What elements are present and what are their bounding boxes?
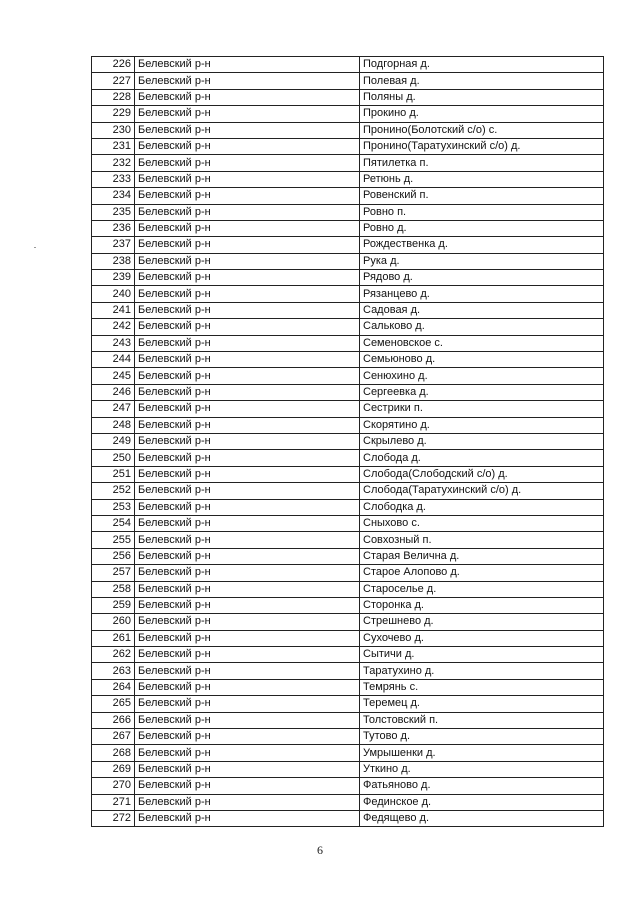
table-row xyxy=(92,220,604,236)
settlement-cell: Рядово д. xyxy=(360,270,604,286)
settlement-cell: Темрянь с. xyxy=(360,679,604,695)
settlement-cell: Подгорная д. xyxy=(360,57,604,73)
table-row xyxy=(92,73,604,89)
table-row xyxy=(92,794,604,810)
row-number-cell: 259 xyxy=(92,597,135,613)
district-cell: Белевский р-н xyxy=(135,106,360,122)
district-cell: Белевский р-н xyxy=(135,401,360,417)
table-row xyxy=(92,106,604,122)
row-number-cell: 263 xyxy=(92,663,135,679)
table-row xyxy=(92,368,604,384)
district-cell: Белевский р-н xyxy=(135,483,360,499)
table-row xyxy=(92,532,604,548)
district-cell: Белевский р-н xyxy=(135,778,360,794)
settlement-cell: Сторонка д. xyxy=(360,597,604,613)
settlement-cell: Семеновское с. xyxy=(360,335,604,351)
settlement-cell: Слобода(Таратухинский с/о) д. xyxy=(360,483,604,499)
table-row xyxy=(92,286,604,302)
settlement-cell: Ровно д. xyxy=(360,220,604,236)
row-number-cell: 231 xyxy=(92,138,135,154)
district-cell: Белевский р-н xyxy=(135,171,360,187)
district-cell: Белевский р-н xyxy=(135,352,360,368)
settlement-cell: Пятилетка п. xyxy=(360,155,604,171)
settlement-cell: Сныхово с. xyxy=(360,515,604,531)
district-cell: Белевский р-н xyxy=(135,548,360,564)
table-row xyxy=(92,663,604,679)
scan-speck xyxy=(34,247,36,248)
settlement-cell: Теремец д. xyxy=(360,696,604,712)
settlements-table xyxy=(91,56,604,827)
row-number-cell: 267 xyxy=(92,729,135,745)
row-number-cell: 255 xyxy=(92,532,135,548)
table-row xyxy=(92,335,604,351)
settlement-cell: Фатьяново д. xyxy=(360,778,604,794)
settlement-cell: Сытичи д. xyxy=(360,647,604,663)
district-cell: Белевский р-н xyxy=(135,286,360,302)
settlement-cell: Слобода д. xyxy=(360,450,604,466)
table-row xyxy=(92,138,604,154)
settlement-cell: Поляны д. xyxy=(360,89,604,105)
settlement-cell: Сергеевка д. xyxy=(360,384,604,400)
settlement-cell: Пронино(Таратухинский с/о) д. xyxy=(360,138,604,154)
settlement-cell: Пронино(Болотский с/о) с. xyxy=(360,122,604,138)
row-number-cell: 235 xyxy=(92,204,135,220)
district-cell: Белевский р-н xyxy=(135,663,360,679)
district-cell: Белевский р-н xyxy=(135,270,360,286)
row-number-cell: 253 xyxy=(92,499,135,515)
settlement-cell: Фединское д. xyxy=(360,794,604,810)
row-number-cell: 261 xyxy=(92,630,135,646)
row-number-cell: 262 xyxy=(92,647,135,663)
district-cell: Белевский р-н xyxy=(135,532,360,548)
district-cell: Белевский р-н xyxy=(135,138,360,154)
settlement-cell: Ровенский п. xyxy=(360,188,604,204)
row-number-cell: 249 xyxy=(92,433,135,449)
table-row xyxy=(92,466,604,482)
row-number-cell: 240 xyxy=(92,286,135,302)
table-row xyxy=(92,810,604,826)
district-cell: Белевский р-н xyxy=(135,450,360,466)
table-row xyxy=(92,302,604,318)
district-cell: Белевский р-н xyxy=(135,73,360,89)
settlement-cell: Сестрики п. xyxy=(360,401,604,417)
table-row xyxy=(92,696,604,712)
settlement-cell: Полевая д. xyxy=(360,73,604,89)
row-number-cell: 254 xyxy=(92,515,135,531)
district-cell: Белевский р-н xyxy=(135,499,360,515)
table-row xyxy=(92,352,604,368)
settlement-cell: Семьюново д. xyxy=(360,352,604,368)
district-cell: Белевский р-н xyxy=(135,696,360,712)
row-number-cell: 250 xyxy=(92,450,135,466)
district-cell: Белевский р-н xyxy=(135,417,360,433)
table-row xyxy=(92,433,604,449)
table-row xyxy=(92,450,604,466)
table-row xyxy=(92,204,604,220)
settlement-cell: Ретюнь д. xyxy=(360,171,604,187)
table-row xyxy=(92,761,604,777)
row-number-cell: 229 xyxy=(92,106,135,122)
settlement-cell: Скорятино д. xyxy=(360,417,604,433)
district-cell: Белевский р-н xyxy=(135,597,360,613)
row-number-cell: 238 xyxy=(92,253,135,269)
row-number-cell: 256 xyxy=(92,548,135,564)
row-number-cell: 237 xyxy=(92,237,135,253)
row-number-cell: 233 xyxy=(92,171,135,187)
row-number-cell: 227 xyxy=(92,73,135,89)
table-row xyxy=(92,597,604,613)
row-number-cell: 251 xyxy=(92,466,135,482)
row-number-cell: 270 xyxy=(92,778,135,794)
settlement-cell: Рязанцево д. xyxy=(360,286,604,302)
row-number-cell: 257 xyxy=(92,565,135,581)
district-cell: Белевский р-н xyxy=(135,679,360,695)
table-row xyxy=(92,515,604,531)
district-cell: Белевский р-н xyxy=(135,565,360,581)
table-row xyxy=(92,384,604,400)
table-row xyxy=(92,171,604,187)
district-cell: Белевский р-н xyxy=(135,204,360,220)
row-number-cell: 260 xyxy=(92,614,135,630)
row-number-cell: 248 xyxy=(92,417,135,433)
district-cell: Белевский р-н xyxy=(135,712,360,728)
table-row xyxy=(92,499,604,515)
district-cell: Белевский р-н xyxy=(135,515,360,531)
row-number-cell: 226 xyxy=(92,57,135,73)
table-row xyxy=(92,57,604,73)
row-number-cell: 247 xyxy=(92,401,135,417)
settlement-cell: Тутово д. xyxy=(360,729,604,745)
row-number-cell: 242 xyxy=(92,319,135,335)
district-cell: Белевский р-н xyxy=(135,237,360,253)
row-number-cell: 239 xyxy=(92,270,135,286)
row-number-cell: 272 xyxy=(92,810,135,826)
table-row xyxy=(92,417,604,433)
district-cell: Белевский р-н xyxy=(135,794,360,810)
table-row xyxy=(92,778,604,794)
district-cell: Белевский р-н xyxy=(135,335,360,351)
table-row xyxy=(92,565,604,581)
settlement-cell: Совхозный п. xyxy=(360,532,604,548)
district-cell: Белевский р-н xyxy=(135,155,360,171)
row-number-cell: 266 xyxy=(92,712,135,728)
district-cell: Белевский р-н xyxy=(135,761,360,777)
district-cell: Белевский р-н xyxy=(135,466,360,482)
table-row xyxy=(92,679,604,695)
row-number-cell: 271 xyxy=(92,794,135,810)
district-cell: Белевский р-н xyxy=(135,614,360,630)
district-cell: Белевский р-н xyxy=(135,581,360,597)
row-number-cell: 236 xyxy=(92,220,135,236)
district-cell: Белевский р-н xyxy=(135,89,360,105)
table-row xyxy=(92,745,604,761)
district-cell: Белевский р-н xyxy=(135,302,360,318)
page-number: 6 xyxy=(317,843,323,857)
district-cell: Белевский р-н xyxy=(135,810,360,826)
row-number-cell: 241 xyxy=(92,302,135,318)
settlement-cell: Умрышенки д. xyxy=(360,745,604,761)
settlement-cell: Уткино д. xyxy=(360,761,604,777)
district-cell: Белевский р-н xyxy=(135,729,360,745)
row-number-cell: 264 xyxy=(92,679,135,695)
row-number-cell: 245 xyxy=(92,368,135,384)
district-cell: Белевский р-н xyxy=(135,384,360,400)
district-cell: Белевский р-н xyxy=(135,122,360,138)
settlement-cell: Слободка д. xyxy=(360,499,604,515)
settlement-cell: Садовая д. xyxy=(360,302,604,318)
table-row xyxy=(92,270,604,286)
row-number-cell: 244 xyxy=(92,352,135,368)
table-row xyxy=(92,630,604,646)
settlement-cell: Сальково д. xyxy=(360,319,604,335)
row-number-cell: 234 xyxy=(92,188,135,204)
district-cell: Белевский р-н xyxy=(135,647,360,663)
district-cell: Белевский р-н xyxy=(135,188,360,204)
settlement-cell: Старое Алопово д. xyxy=(360,565,604,581)
table-row xyxy=(92,614,604,630)
table-row xyxy=(92,319,604,335)
district-cell: Белевский р-н xyxy=(135,57,360,73)
row-number-cell: 258 xyxy=(92,581,135,597)
table-row xyxy=(92,712,604,728)
table-row xyxy=(92,729,604,745)
table-row xyxy=(92,401,604,417)
settlement-cell: Слобода(Слободский с/о) д. xyxy=(360,466,604,482)
settlement-cell: Старая Велична д. xyxy=(360,548,604,564)
settlement-cell: Сенюхино д. xyxy=(360,368,604,384)
table-row xyxy=(92,647,604,663)
district-cell: Белевский р-н xyxy=(135,630,360,646)
district-cell: Белевский р-н xyxy=(135,319,360,335)
table-row xyxy=(92,155,604,171)
settlement-cell: Толстовский п. xyxy=(360,712,604,728)
table-row xyxy=(92,122,604,138)
district-cell: Белевский р-н xyxy=(135,745,360,761)
row-number-cell: 268 xyxy=(92,745,135,761)
table-row xyxy=(92,188,604,204)
row-number-cell: 269 xyxy=(92,761,135,777)
district-cell: Белевский р-н xyxy=(135,220,360,236)
settlement-cell: Рождественка д. xyxy=(360,237,604,253)
table-row xyxy=(92,89,604,105)
settlement-cell: Скрылево д. xyxy=(360,433,604,449)
district-cell: Белевский р-н xyxy=(135,253,360,269)
row-number-cell: 232 xyxy=(92,155,135,171)
settlement-cell: Стрешнево д. xyxy=(360,614,604,630)
settlement-cell: Прокино д. xyxy=(360,106,604,122)
table-row xyxy=(92,253,604,269)
table-row xyxy=(92,483,604,499)
row-number-cell: 265 xyxy=(92,696,135,712)
settlement-cell: Рука д. xyxy=(360,253,604,269)
row-number-cell: 228 xyxy=(92,89,135,105)
table-row xyxy=(92,237,604,253)
table-row xyxy=(92,581,604,597)
row-number-cell: 252 xyxy=(92,483,135,499)
row-number-cell: 246 xyxy=(92,384,135,400)
settlement-cell: Таратухино д. xyxy=(360,663,604,679)
table-row xyxy=(92,548,604,564)
settlements-table-body xyxy=(92,57,604,827)
settlement-cell: Ровно п. xyxy=(360,204,604,220)
settlement-cell: Федящево д. xyxy=(360,810,604,826)
settlement-cell: Сухочево д. xyxy=(360,630,604,646)
row-number-cell: 243 xyxy=(92,335,135,351)
settlement-cell: Староселье д. xyxy=(360,581,604,597)
row-number-cell: 230 xyxy=(92,122,135,138)
district-cell: Белевский р-н xyxy=(135,433,360,449)
district-cell: Белевский р-н xyxy=(135,368,360,384)
